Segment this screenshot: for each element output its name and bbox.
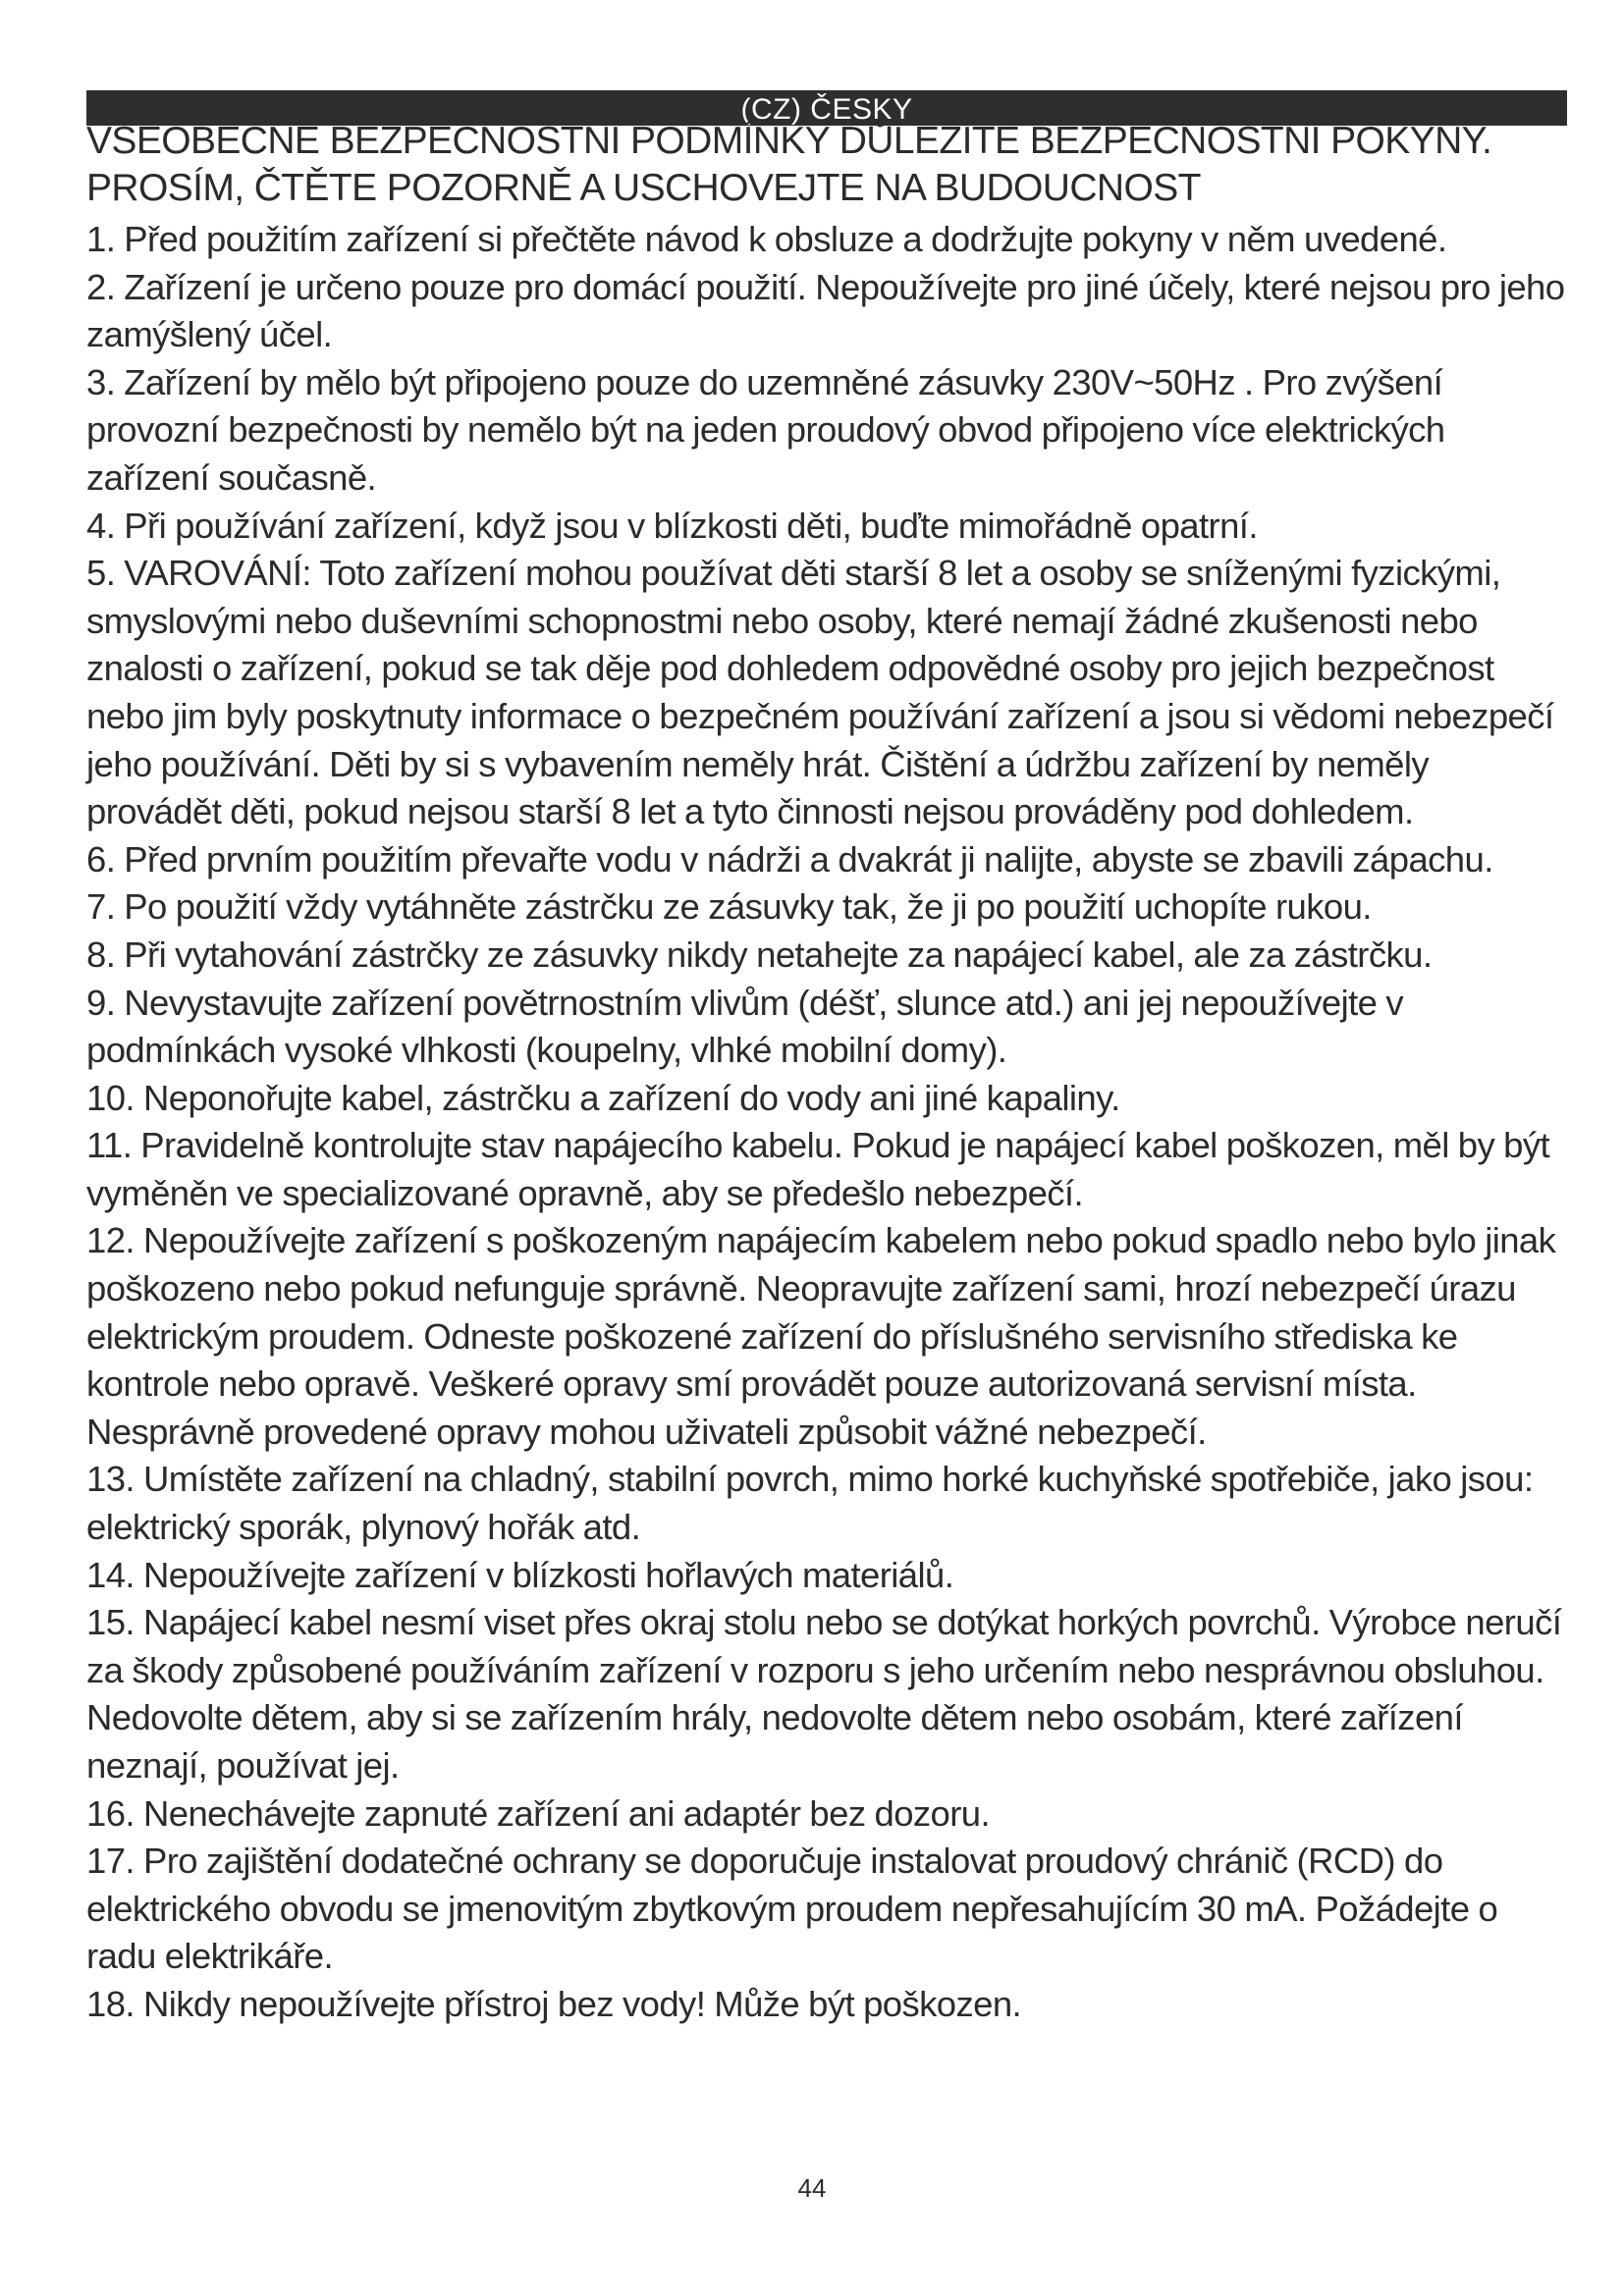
instruction-item-18: 18. Nikdy nepoužívejte přístroj bez vody! Může být poškozen. xyxy=(86,1983,1022,2024)
page-number: 44 xyxy=(797,2173,827,2203)
instruction-item-7: 7. Po použití vždy vytáhněte zástrčku ze zásuvky tak, že ji po použití uchopíte rukou. xyxy=(86,886,1372,928)
instruction-item-16: 16. Nenechávejte zapnuté zařízení ani adaptér bez dozoru. xyxy=(86,1792,991,1834)
instruction-item-2: 2. Zařízení je určeno pouze pro domácí použití. Nepoužívejte pro jiné účely, které nejsou pro jeho zamýšlený účel. xyxy=(86,266,1565,355)
instruction-item-6: 6. Před prvním použitím převařte vodu v nádrži a dvakrát ji nalijte, abyste se zbavili zápachu. xyxy=(86,838,1493,880)
instruction-item-9: 9. Nevystavujte zařízení povětrnostním vlivům (déšť, slunce atd.) ani jej nepoužívejte v podmínkách vysoké vlhkosti (koupelny, vlhké mobilní domy). xyxy=(86,982,1404,1071)
instruction-item-8: 8. Při vytahování zástrčky ze zásuvky nikdy netahejte za napájecí kabel, ale za zástrčku. xyxy=(86,934,1433,975)
language-header-bar: (CZ) ČESKY xyxy=(86,90,1567,126)
instruction-item-1: 1. Před použitím zařízení si přečtěte návod k obsluze a dodržujte pokyny v něm uvedené. xyxy=(86,219,1447,259)
instruction-item-14: 14. Nepoužívejte zařízení v blízkosti hořlavých materiálů. xyxy=(86,1554,954,1595)
instruction-item-15: 15. Napájecí kabel nesmí viset přes okraj stolu nebo se dotýkat horkých povrchů. Výrobce neručí za škody způsobené používáním zařízení v rozporu s jeho určením nebo nesprávnou obsluhou. Nedovolte dětem, aby si se zařízením hrály, nedovolte dětem nebo osobám, které zařízení neznají, používat jej. xyxy=(86,1602,1562,1786)
instruction-item-5: 5. VAROVÁNÍ: Toto zařízení mohou používat děti starší 8 let a osoby se sníženými fyzickými, smyslovými nebo duševními schopnostmi nebo osoby, které nemají žádné zkušenosti nebo znalosti o zařízení, pokud se tak děje pod dohledem odpovědné osoby pro jejich bezpečnost nebo jim byly poskytnuty informace o bezpečném používání zařízení a jsou si vědomi nebezpečí jeho používání. Děti by si s vybavením neměly hrát. Čištění a údržbu zařízení by neměly provádět děti, pokud nejsou starší 8 let a tyto činnosti nejsou prováděny pod dohledem. xyxy=(86,553,1554,832)
section-title-line-1: VŠEOBECNÉ BEZPEČNOSTNÍ PODMÍNKY DŮLEŽITÉ BEZPEČNOSTNÍ POKYNY. xyxy=(86,120,1492,162)
instruction-item-4: 4. Při používání zařízení, když jsou v blízkosti děti, buďte mimořádně opatrní. xyxy=(86,505,1258,546)
instruction-item-11: 11. Pravidelně kontrolujte stav napájecího kabelu. Pokud je napájecí kabel poškozen, měl by být vyměněn ve specializované opravně, aby se předešlo nebezpečí. xyxy=(86,1125,1550,1213)
instruction-item-10: 10. Neponořujte kabel, zástrčku a zařízení do vody ani jiné kapaliny. xyxy=(86,1077,1120,1118)
instruction-item-17: 17. Pro zajištění dodatečné ochrany se doporučuje instalovat proudový chránič (RCD) do elektrického obvodu se jmenovitým zbytkovým proudem nepřesahujícím 30 mA. Požádejte o radu elektrikáře. xyxy=(86,1841,1498,1977)
instruction-item-12: 12. Nepoužívejte zařízení s poškozeným napájecím kabelem nebo pokud spadlo nebo bylo jinak poškozeno nebo pokud nefunguje správně. Neopravujte zařízení sami, hrozí nebezpečí úrazu elektrickým proudem. Odneste poškozené zařízení do příslušného servisního střediska ke kontrole nebo opravě. Veškeré opravy smí provádět pouze autorizovaná servisní místa. Nesprávně provedené opravy mohou uživateli způsobit vážné nebezpečí. xyxy=(86,1220,1556,1452)
instruction-item-3: 3. Zařízení by mělo být připojeno pouze do uzemněné zásuvky 230V~50Hz . Pro zvýšení provozní bezpečnosti by nemělo být na jeden proudový obvod připojeno více elektrických zařízení současně. xyxy=(86,361,1445,498)
instruction-item-13: 13. Umístěte zařízení na chladný, stabilní povrch, mimo horké kuchyňské spotřebiče, jako jsou: elektrický sporák, plynový hořák atd. xyxy=(86,1459,1534,1548)
document-page xyxy=(86,90,1567,2029)
safety-instructions-list xyxy=(86,216,1567,2029)
section-title-line-2: PROSÍM, ČTĚTE POZORNĚ A USCHOVEJTE NA BUDOUCNOST xyxy=(86,167,1201,209)
